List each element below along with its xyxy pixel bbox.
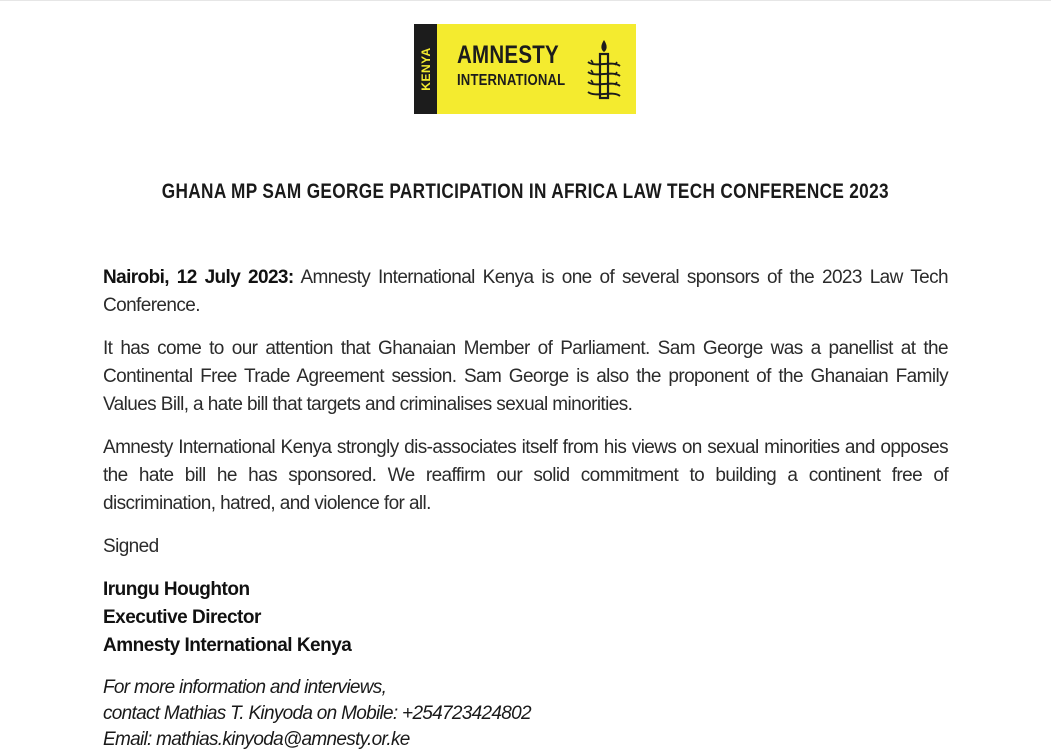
candle-barbed-wire-icon <box>584 38 624 102</box>
contact-email: Email: mathias.kinyoda@amnesty.or.ke <box>103 729 410 750</box>
page-title <box>0 180 1051 204</box>
page-title-text: GHANA MP SAM GEORGE PARTICIPATION IN AFRICA LAW TECH CONFERENCE 2023 <box>161 180 890 203</box>
logo-country-strip <box>414 24 437 114</box>
statement-body <box>103 264 948 753</box>
paragraph-2: It has come to our attention that Ghanaian Member of Parliament. Sam George was a panellist at the Continental Free Trade Agreement session. Sam George is also the proponent of the Ghanaian Family Values Bill, a hate bill that targets and criminalises sexual minorities. <box>103 338 948 415</box>
logo-line-2: INTERNATIONAL <box>457 72 566 89</box>
paragraph-3: Amnesty International Kenya strongly dis-associates itself from his views on sexual minorities and opposes the hate bill he has sponsored. We reaffirm our solid commitment to building a continent free of discrimination, hatred, and violence for all. <box>103 437 948 514</box>
paragraph-intro <box>103 264 948 320</box>
signatory-org: Amnesty International Kenya <box>103 635 352 656</box>
logo-line-1: AMNESTY <box>457 41 559 69</box>
logo-wordmark <box>457 43 589 89</box>
contact-line-1: For more information and interviews, <box>103 677 387 698</box>
signatory-name: Irungu Houghton <box>103 579 250 600</box>
paragraph-intro-text: Amnesty International Kenya is one of several sponsors of the 2023 Law Tech Conference. <box>103 267 948 316</box>
signatory-role: Executive Director <box>103 607 261 628</box>
contact-block <box>103 675 948 753</box>
signature-block <box>103 576 948 660</box>
contact-line-2: contact Mathias T. Kinyoda on Mobile: +254723424802 <box>103 703 531 724</box>
top-divider <box>0 0 1051 1</box>
signed-label: Signed <box>103 536 159 557</box>
logo-country-label: KENYA <box>418 47 433 91</box>
amnesty-logo <box>414 24 636 114</box>
dateline: Nairobi, 12 July 2023: <box>103 267 294 288</box>
